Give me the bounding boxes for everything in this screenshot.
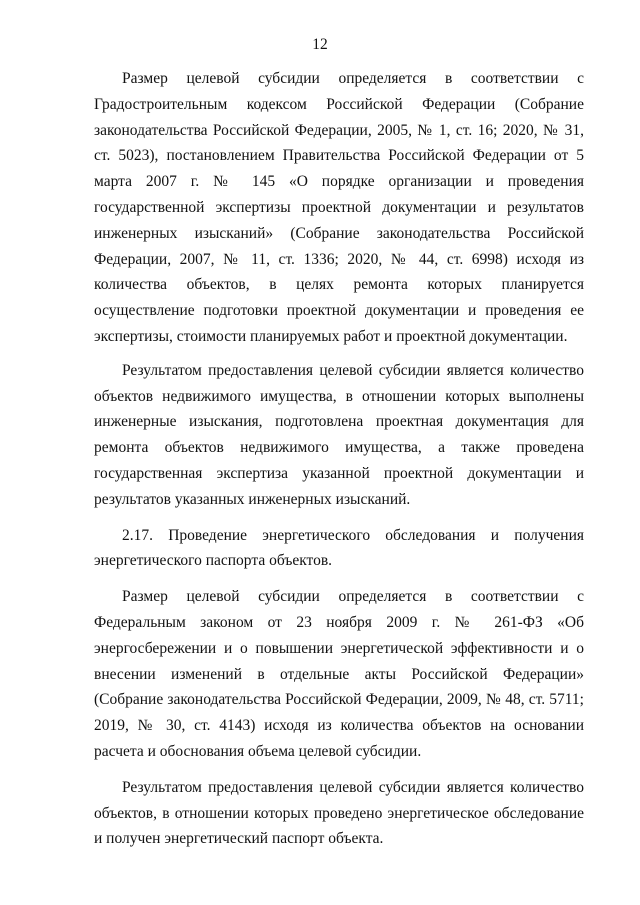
document-body xyxy=(94,66,584,860)
section-heading-2-17: 2.17. Проведение энергетического обследования и получения энергетического паспорта объектов. xyxy=(94,526,584,570)
paragraph-subsidy-size-energy: Размер целевой субсидии определяется в соответствии с Федеральным законом от 23 ноября 2009 г. № 261-ФЗ «Об энергосбережении и о повышении энергетической эффективности и о внесении изменений в отдельные акты Российской Федерации» (Собрание законодательства Российской Федерации, 2009, № 48, ст. 5711; 2019, № 30, ст. 4143) исходя из количества объектов на основании расчета и обоснования объема целевой субсидии. xyxy=(94,588,584,760)
paragraph-subsidy-size-design: Размер целевой субсидии определяется в соответствии с Градостроительным кодексом Российской Федерации (Собрание законодательства Российской Федерации, 2005, № 1, ст. 16; 2020, № 31, ст. 5023), постановлением Правительства Российской Федерации от 5 марта 2007 г. № 145 «О порядке организации и проведения государственной экспертизы проектной документации и результатов инженерных изысканий» (Собрание законодательства Российской Федерации, 2007, № 11, ст. 1336; 2020, № 44, ст. 6998) исходя из количества объектов, в целях ремонта которых планируется осуществление подготовки проектной документации и проведения ее экспертизы, стоимости планируемых работ и проектной документации. xyxy=(94,70,584,345)
paragraph-result-energy: Результатом предоставления целевой субсидии является количество объектов, в отношении которых проведено энергетическое обследование и получен энергетический паспорт объекта. xyxy=(94,778,584,848)
page-number: 12 xyxy=(312,36,328,53)
paragraph-result-design: Результатом предоставления целевой субсидии является количество объектов недвижимого имущества, в отношении которых выполнены инженерные изыскания, подготовлена проектная документация для ремонта объектов недвижимого имущества, а также проведена государственная экспертиза указанной проектной документации и результатов указанных инженерных изысканий. xyxy=(94,361,584,508)
